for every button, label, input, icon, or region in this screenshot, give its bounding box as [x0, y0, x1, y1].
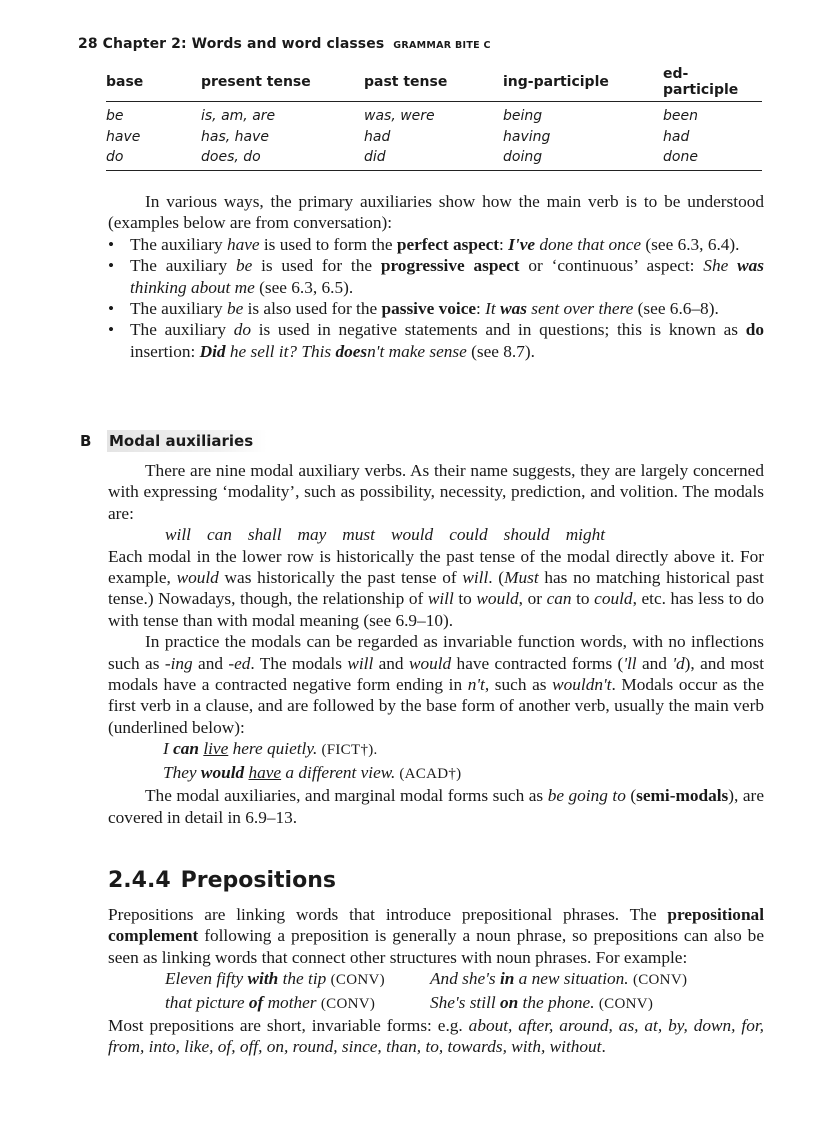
table-cell: had	[364, 128, 391, 145]
table-cell: was, were	[364, 108, 435, 124]
section-number: 2.4.4	[108, 868, 171, 893]
modal-list	[108, 524, 764, 545]
paragraph: In practice the modals can be regarded as invariable function words, with no inflections such as -ing and -ed. The modals will and would have contracted forms ('ll and 'd), and most modals have a contracted negative form ending in n't, such as wouldn't. Modals occur as the first verb in a clause, and are followed by the base form of another verb, usually the main verb (underlined below):	[108, 632, 765, 737]
table-cell: had	[663, 128, 690, 145]
example-sentence: Eleven fifty with the tip (CONV)	[165, 969, 385, 989]
example-sentence: She's still on the phone. (CONV)	[430, 992, 654, 1012]
table-cell: having	[503, 128, 551, 145]
page-number: 28	[78, 36, 98, 52]
section-title: Modal auxiliaries	[107, 430, 267, 452]
auxiliary-bullet-list	[108, 234, 764, 362]
prepositions-section	[108, 904, 764, 1058]
example-sentence: And she's in a new situation. (CONV)	[430, 969, 688, 989]
table-row	[106, 127, 762, 148]
running-header	[78, 36, 491, 52]
paragraph: Prepositions are linking words that introduce prepositional phrases. The prepositional complement following a preposition is generally a noun phrase, so prepositions can also be seen as linking words that connect other structures with noun phrases. For example:	[108, 905, 764, 967]
list-item: • The auxiliary do is used in negative statements and in questions; this is known as do insertion: Did he sell it? This doesn't make sense (see 8.7).	[108, 320, 764, 361]
example-sentence: I can live here quietly. (FICT†).	[163, 739, 378, 759]
modal-word: should	[503, 525, 550, 545]
column-header: present tense	[201, 64, 364, 102]
example-sentence: They would have a different view. (ACAD†)	[163, 762, 462, 782]
chapter-title: Chapter 2: Words and word classes	[102, 36, 385, 52]
modal-word: might	[565, 525, 606, 545]
example-sentence: that picture of mother (CONV)	[165, 992, 376, 1012]
table-cell: have	[106, 128, 141, 145]
table-cell: being	[503, 108, 543, 124]
grammar-bite-label: GRAMMAR BITE C	[393, 40, 491, 51]
source-label: (CONV)	[320, 995, 376, 1012]
bullet-icon: •	[108, 320, 115, 340]
table-cell: has, have	[201, 128, 269, 145]
modal-word: will	[165, 525, 191, 545]
auxiliary-forms-table	[106, 64, 762, 171]
table-row	[106, 147, 762, 170]
section-title: Prepositions	[180, 868, 336, 893]
bullet-icon: •	[108, 256, 115, 276]
table-cell: is, am, are	[201, 108, 276, 124]
section-b-heading	[80, 432, 267, 450]
table-cell: did	[364, 149, 386, 165]
table-cell: be	[106, 108, 124, 124]
paragraph: Each modal in the lower row is historically the past tense of the modal directly above it. For example, would was historically the past tense of will. (Must has no matching historical past tense.) Nowadays, though, the relationship of will to would, or can to could, etc. has less to do with tense than with modal meaning (see 6.9–10).	[108, 546, 764, 630]
column-header: ing-participle	[503, 64, 663, 102]
source-label: (CONV)	[330, 972, 385, 989]
list-item: • The auxiliary be is also used for the passive voice: It was sent over there (see 6.6–8).	[108, 299, 719, 319]
primary-auxiliaries-section	[108, 191, 764, 362]
table-cell: do	[106, 149, 124, 165]
preposition-examples	[108, 968, 764, 1015]
table-cell: doing	[503, 149, 543, 165]
table-header-row	[106, 64, 762, 102]
modal-auxiliaries-section	[108, 460, 764, 828]
list-item: • The auxiliary have is used to form the perfect aspect: I've done that once (see 6.3, 6.4).	[108, 234, 740, 254]
modal-word: can	[206, 525, 232, 545]
paragraph: Most prepositions are short, invariable forms: e.g. about, after, around, as, at, by, down, for, from, into, like, of, off, on, round, since, than, to, towards, with, without.	[108, 1016, 764, 1057]
source-label: (ACAD†)	[395, 765, 462, 782]
modal-word: could	[449, 525, 488, 545]
paragraph: The modal auxiliaries, and marginal modal forms such as be going to (semi-modals), are covered in detail in 6.9–13.	[108, 786, 764, 827]
paragraph: There are nine modal auxiliary verbs. As their name suggests, they are largely concerned with expressing ‘modality’, such as possibility, necessity, prediction, and volition. The modals are:	[108, 461, 764, 523]
section-letter: B	[80, 432, 92, 450]
bullet-icon: •	[108, 299, 115, 319]
source-label: (CONV)	[598, 995, 654, 1012]
section-heading-prepositions	[108, 868, 336, 893]
list-item: • The auxiliary be is used for the progressive aspect or ‘continuous’ aspect: She was thinking about me (see 6.3, 6.5).	[108, 256, 764, 297]
modal-word: would	[390, 525, 434, 545]
modal-word: shall	[247, 525, 282, 545]
column-header: base	[106, 64, 201, 102]
modal-word: may	[297, 525, 327, 545]
table-cell: does, do	[201, 149, 261, 165]
bullet-icon: •	[108, 234, 115, 254]
intro-paragraph: In various ways, the primary auxiliaries show how the main verb is to be understood (examples below are from conversation):	[108, 192, 764, 233]
source-label: (FICT†).	[317, 742, 378, 759]
table-cell: been	[663, 108, 698, 124]
column-header: ed-participle	[663, 64, 762, 102]
source-label: (CONV)	[632, 972, 688, 989]
column-header: past tense	[364, 64, 503, 102]
table-row	[106, 102, 762, 127]
table-cell: done	[663, 149, 698, 165]
modal-word: must	[342, 525, 375, 545]
